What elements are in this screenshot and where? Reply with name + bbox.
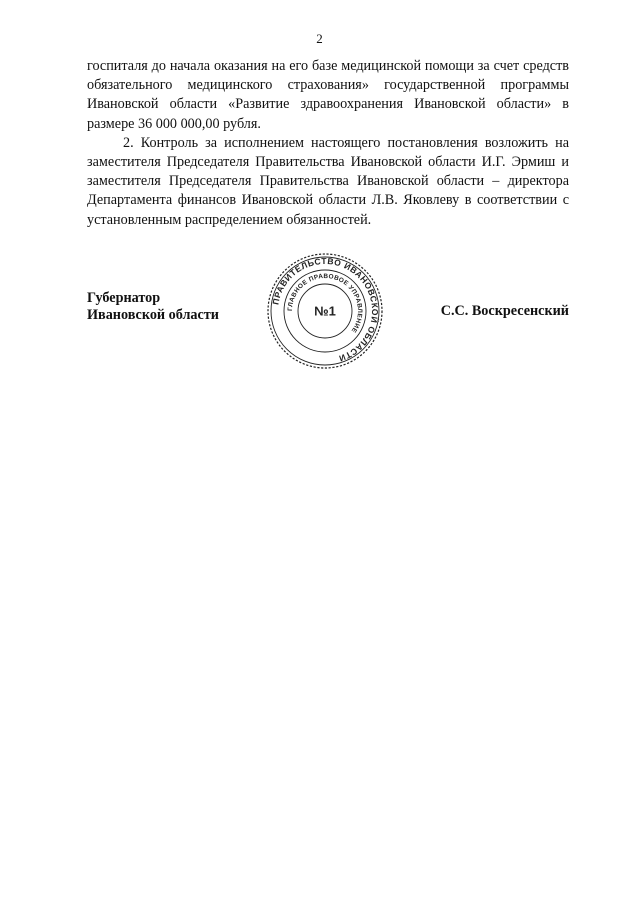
official-seal-stamp bbox=[265, 251, 385, 371]
page-number: 2 bbox=[316, 31, 323, 46]
signatory-title-line-2: Ивановской области bbox=[87, 307, 219, 323]
signatory-title-line-1: Губернатор bbox=[87, 290, 161, 306]
signatory-title bbox=[87, 290, 219, 324]
signatory-name: С.С. Воскресенский bbox=[440, 303, 569, 319]
seal-ring-text: ПРАВИТЕЛЬСТВО ИВАНОВСКОЙ ОБЛАСТИ bbox=[270, 255, 381, 364]
paragraph-continuation: госпиталя до начала оказания на его базе медицинской помощи за счет средств обязательного медицинского страхования» государственной программы Ивановской области «Развитие здравоохранения Ивановской области» в размере 36 000 000,00 рубля. bbox=[87, 58, 569, 132]
seal-inner-text: ГЛАВНОЕ ПРАВОВОЕ УПРАВЛЕНИЕ bbox=[286, 272, 364, 334]
paragraph-item-2: 2. Контроль за исполнением настоящего постановления возложить на заместителя Председателя Правительства Ивановской области И.Г. Эрмиш и заместителя Председателя Правительства Ивановской области – директора Департамента финансов Ивановской области Л.В. Яковлеву в соответствии с установленным распределением обязанностей. bbox=[87, 134, 569, 228]
seal-number: №1 bbox=[314, 303, 336, 319]
document-body bbox=[87, 57, 569, 230]
